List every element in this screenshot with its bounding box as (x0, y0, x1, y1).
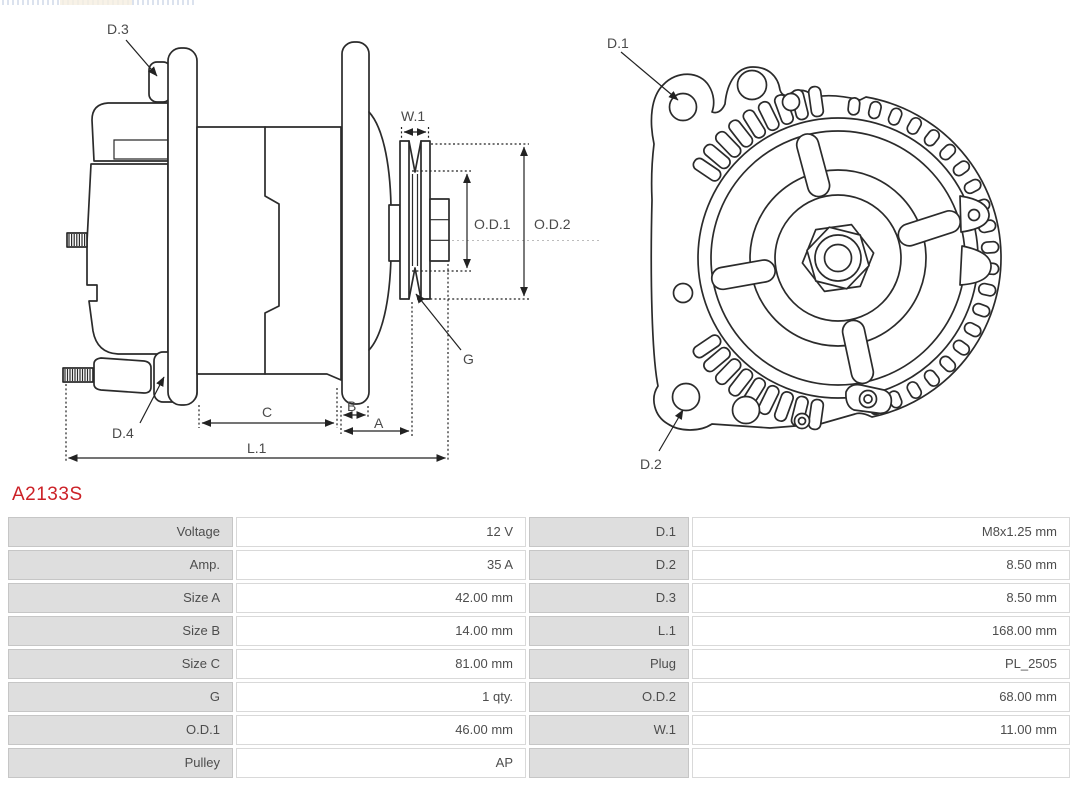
spec-row (8, 616, 1072, 646)
spec-value-cell: 35 A (236, 550, 526, 580)
part-number-title: A2133S (12, 484, 83, 505)
spec-row (8, 517, 1072, 547)
dim-label-w1: W.1 (401, 108, 426, 124)
shaft-collar (389, 205, 400, 261)
d1-callout (607, 35, 678, 100)
d3-callout (107, 21, 157, 76)
rear-housing (87, 103, 168, 354)
spec-value-cell: 8.50 mm (692, 550, 1070, 580)
dim-b (341, 398, 368, 434)
spec-label-cell: Size A (8, 583, 233, 613)
spec-row (8, 649, 1072, 679)
spec-label-cell: G (8, 682, 233, 712)
alternator-front-view-diagram (600, 0, 1080, 486)
spec-label-cell: D.3 (529, 583, 689, 613)
spec-row (8, 715, 1072, 745)
spec-label-cell: W.1 (529, 715, 689, 745)
spec-label-cell: Size B (8, 616, 233, 646)
dim-c (199, 388, 337, 428)
dim-w1 (401, 108, 429, 140)
spec-value-cell: 1 qty. (236, 682, 526, 712)
drive-end-cone (369, 112, 391, 350)
spec-label-cell: O.D.1 (8, 715, 233, 745)
pulley (400, 141, 430, 299)
terminal-stud-upper (67, 233, 87, 247)
spec-label-cell: O.D.2 (529, 682, 689, 712)
dim-label-od1: O.D.1 (474, 216, 511, 232)
spec-row (8, 583, 1072, 613)
spec-value-cell: M8x1.25 mm (692, 517, 1070, 547)
mount-hole-d2 (673, 384, 700, 411)
spec-value-cell (692, 748, 1070, 778)
dim-label-d3: D.3 (107, 21, 129, 37)
dim-label-c: C (262, 404, 273, 420)
shaft-nut (430, 199, 449, 261)
dim-label-od2: O.D.2 (534, 216, 571, 232)
spec-value-cell: 42.00 mm (236, 583, 526, 613)
spec-value-cell: AP (236, 748, 526, 778)
spec-label-cell (529, 748, 689, 778)
spec-label-cell: L.1 (529, 616, 689, 646)
dim-label-l1: L.1 (247, 440, 267, 456)
dim-label-a: A (374, 415, 384, 431)
spec-value-cell: 14.00 mm (236, 616, 526, 646)
dim-label-d2: D.2 (640, 456, 662, 472)
spec-label-cell: D.1 (529, 517, 689, 547)
spec-row (8, 682, 1072, 712)
spec-label-cell: Amp. (8, 550, 233, 580)
spec-label-cell: D.2 (529, 550, 689, 580)
spec-value-cell: 11.00 mm (692, 715, 1070, 745)
spec-row (8, 748, 1072, 778)
mount-hole-d1 (670, 94, 697, 121)
spec-value-cell: 8.50 mm (692, 583, 1070, 613)
spec-value-cell: PL_2505 (692, 649, 1070, 679)
spec-label-cell: Size C (8, 649, 233, 679)
alternator-side-view-diagram (0, 0, 600, 486)
dim-a (344, 415, 409, 431)
spec-value-cell: 46.00 mm (236, 715, 526, 745)
stator-body (197, 127, 341, 380)
terminal-insulator (94, 358, 151, 393)
spec-label-cell: Voltage (8, 517, 233, 547)
dim-label-g: G (463, 351, 474, 367)
terminal-stud-lower (63, 358, 151, 393)
rear-bracket (168, 48, 197, 405)
spec-row (8, 550, 1072, 580)
spec-value-cell: 12 V (236, 517, 526, 547)
front-bracket (342, 42, 369, 404)
dim-label-b: B (347, 398, 357, 414)
dim-label-d1: D.1 (607, 35, 629, 51)
spec-label-cell: Plug (529, 649, 689, 679)
spec-value-cell: 68.00 mm (692, 682, 1070, 712)
spec-value-cell: 81.00 mm (236, 649, 526, 679)
spec-label-cell: Pulley (8, 748, 233, 778)
spec-table (8, 517, 1072, 781)
spec-value-cell: 168.00 mm (692, 616, 1070, 646)
dim-label-d4: D.4 (112, 425, 134, 441)
